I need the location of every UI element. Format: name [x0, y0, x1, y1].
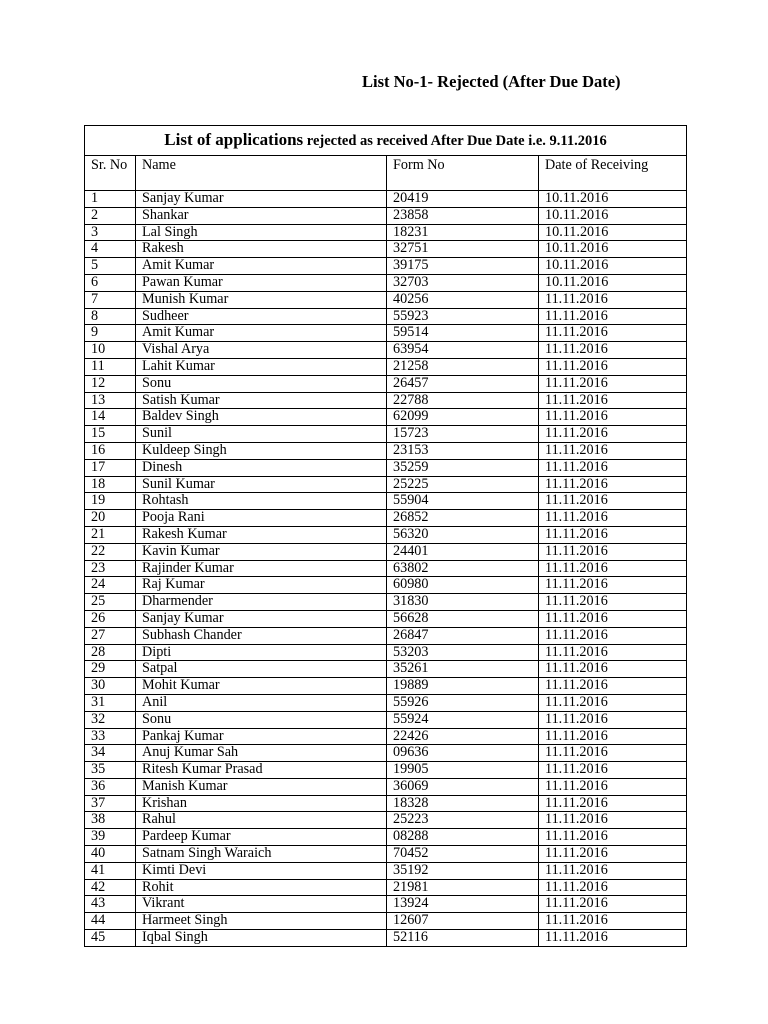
cell-form-no: 19889 [387, 678, 539, 695]
cell-name: Dinesh [136, 459, 387, 476]
table-row [85, 745, 687, 762]
cell-sr-no: 20 [85, 510, 136, 527]
cell-name: Ritesh Kumar Prasad [136, 762, 387, 779]
cell-name: Vikrant [136, 896, 387, 913]
cell-form-no: 35259 [387, 459, 539, 476]
cell-sr-no: 30 [85, 678, 136, 695]
cell-name: Krishan [136, 795, 387, 812]
column-header-name: Name [136, 156, 387, 191]
cell-name: Anuj Kumar Sah [136, 745, 387, 762]
cell-sr-no: 12 [85, 375, 136, 392]
cell-sr-no: 15 [85, 426, 136, 443]
table-body [85, 191, 687, 947]
column-header-sr-no: Sr. No [85, 156, 136, 191]
cell-name: Vishal Arya [136, 342, 387, 359]
cell-form-no: 35261 [387, 661, 539, 678]
cell-date-of-receiving: 11.11.2016 [539, 426, 687, 443]
table-row [85, 678, 687, 695]
cell-name: Shankar [136, 207, 387, 224]
cell-date-of-receiving: 10.11.2016 [539, 258, 687, 275]
cell-name: Pawan Kumar [136, 274, 387, 291]
cell-sr-no: 14 [85, 409, 136, 426]
table-row [85, 510, 687, 527]
cell-sr-no: 18 [85, 476, 136, 493]
cell-name: Sonu [136, 375, 387, 392]
cell-form-no: 31830 [387, 594, 539, 611]
cell-date-of-receiving: 11.11.2016 [539, 308, 687, 325]
table-row [85, 392, 687, 409]
cell-sr-no: 44 [85, 913, 136, 930]
cell-form-no: 26847 [387, 627, 539, 644]
cell-form-no: 62099 [387, 409, 539, 426]
cell-form-no: 19905 [387, 762, 539, 779]
table-row [85, 442, 687, 459]
cell-date-of-receiving: 11.11.2016 [539, 560, 687, 577]
cell-sr-no: 9 [85, 325, 136, 342]
header-row [85, 156, 687, 191]
cell-date-of-receiving: 11.11.2016 [539, 711, 687, 728]
cell-name: Kuldeep Singh [136, 442, 387, 459]
cell-sr-no: 41 [85, 862, 136, 879]
cell-date-of-receiving: 11.11.2016 [539, 358, 687, 375]
cell-date-of-receiving: 11.11.2016 [539, 728, 687, 745]
table-row [85, 560, 687, 577]
cell-sr-no: 37 [85, 795, 136, 812]
cell-sr-no: 16 [85, 442, 136, 459]
cell-date-of-receiving: 10.11.2016 [539, 224, 687, 241]
cell-name: Rajinder Kumar [136, 560, 387, 577]
table-row [85, 207, 687, 224]
cell-name: Pooja Rani [136, 510, 387, 527]
table-row [85, 358, 687, 375]
cell-name: Kavin Kumar [136, 543, 387, 560]
cell-date-of-receiving: 11.11.2016 [539, 678, 687, 695]
cell-date-of-receiving: 10.11.2016 [539, 241, 687, 258]
cell-form-no: 25225 [387, 476, 539, 493]
cell-form-no: 12607 [387, 913, 539, 930]
page-title: List No-1- Rejected (After Due Date) [362, 72, 621, 91]
cell-form-no: 26852 [387, 510, 539, 527]
cell-sr-no: 27 [85, 627, 136, 644]
cell-form-no: 52116 [387, 930, 539, 947]
column-header-date-of-receiving: Date of Receiving [539, 156, 687, 191]
table-row [85, 795, 687, 812]
table-row [85, 543, 687, 560]
cell-form-no: 53203 [387, 644, 539, 661]
cell-name: Raj Kumar [136, 577, 387, 594]
cell-date-of-receiving: 11.11.2016 [539, 879, 687, 896]
cell-sr-no: 11 [85, 358, 136, 375]
cell-form-no: 26457 [387, 375, 539, 392]
cell-name: Rakesh [136, 241, 387, 258]
cell-name: Sanjay Kumar [136, 610, 387, 627]
table-row [85, 913, 687, 930]
cell-sr-no: 36 [85, 778, 136, 795]
cell-name: Pankaj Kumar [136, 728, 387, 745]
table-caption-lead: List of applications [164, 130, 304, 149]
cell-date-of-receiving: 11.11.2016 [539, 375, 687, 392]
cell-form-no: 63954 [387, 342, 539, 359]
cell-sr-no: 28 [85, 644, 136, 661]
cell-sr-no: 2 [85, 207, 136, 224]
cell-date-of-receiving: 11.11.2016 [539, 526, 687, 543]
cell-form-no: 40256 [387, 291, 539, 308]
cell-date-of-receiving: 11.11.2016 [539, 476, 687, 493]
cell-form-no: 39175 [387, 258, 539, 275]
cell-form-no: 13924 [387, 896, 539, 913]
cell-form-no: 36069 [387, 778, 539, 795]
cell-form-no: 56628 [387, 610, 539, 627]
cell-name: Rohit [136, 879, 387, 896]
table-row [85, 829, 687, 846]
cell-name: Munish Kumar [136, 291, 387, 308]
table-row [85, 476, 687, 493]
cell-sr-no: 39 [85, 829, 136, 846]
table-row [85, 661, 687, 678]
cell-form-no: 55904 [387, 493, 539, 510]
cell-sr-no: 31 [85, 694, 136, 711]
cell-sr-no: 3 [85, 224, 136, 241]
cell-sr-no: 23 [85, 560, 136, 577]
cell-name: Sunil [136, 426, 387, 443]
cell-name: Amit Kumar [136, 258, 387, 275]
cell-date-of-receiving: 11.11.2016 [539, 342, 687, 359]
cell-date-of-receiving: 11.11.2016 [539, 442, 687, 459]
cell-date-of-receiving: 11.11.2016 [539, 610, 687, 627]
cell-date-of-receiving: 11.11.2016 [539, 930, 687, 947]
cell-sr-no: 42 [85, 879, 136, 896]
cell-form-no: 23858 [387, 207, 539, 224]
rejected-applications-table [84, 125, 687, 947]
cell-date-of-receiving: 11.11.2016 [539, 795, 687, 812]
cell-date-of-receiving: 11.11.2016 [539, 846, 687, 863]
cell-date-of-receiving: 10.11.2016 [539, 207, 687, 224]
cell-name: Kimti Devi [136, 862, 387, 879]
cell-name: Sanjay Kumar [136, 191, 387, 208]
cell-form-no: 20419 [387, 191, 539, 208]
cell-form-no: 18231 [387, 224, 539, 241]
cell-date-of-receiving: 11.11.2016 [539, 913, 687, 930]
table-row [85, 594, 687, 611]
cell-form-no: 18328 [387, 795, 539, 812]
table-row [85, 627, 687, 644]
cell-sr-no: 8 [85, 308, 136, 325]
cell-name: Rohtash [136, 493, 387, 510]
cell-sr-no: 5 [85, 258, 136, 275]
table-row [85, 711, 687, 728]
cell-name: Lal Singh [136, 224, 387, 241]
table-row [85, 224, 687, 241]
cell-sr-no: 25 [85, 594, 136, 611]
cell-date-of-receiving: 11.11.2016 [539, 291, 687, 308]
cell-date-of-receiving: 11.11.2016 [539, 896, 687, 913]
cell-name: Satpal [136, 661, 387, 678]
cell-date-of-receiving: 11.11.2016 [539, 745, 687, 762]
cell-form-no: 21981 [387, 879, 539, 896]
cell-form-no: 22426 [387, 728, 539, 745]
cell-sr-no: 38 [85, 812, 136, 829]
cell-sr-no: 24 [85, 577, 136, 594]
cell-sr-no: 1 [85, 191, 136, 208]
table-row [85, 896, 687, 913]
cell-name: Iqbal Singh [136, 930, 387, 947]
table-row [85, 375, 687, 392]
table-row [85, 778, 687, 795]
cell-date-of-receiving: 11.11.2016 [539, 862, 687, 879]
cell-form-no: 15723 [387, 426, 539, 443]
cell-date-of-receiving: 11.11.2016 [539, 762, 687, 779]
table-row [85, 459, 687, 476]
cell-name: Lahit Kumar [136, 358, 387, 375]
cell-name: Subhash Chander [136, 627, 387, 644]
caption-row [85, 126, 687, 156]
cell-name: Satnam Singh Waraich [136, 846, 387, 863]
cell-form-no: 59514 [387, 325, 539, 342]
cell-date-of-receiving: 11.11.2016 [539, 661, 687, 678]
cell-form-no: 25223 [387, 812, 539, 829]
table-caption [85, 126, 687, 156]
cell-date-of-receiving: 11.11.2016 [539, 510, 687, 527]
table-row [85, 862, 687, 879]
cell-name: Satish Kumar [136, 392, 387, 409]
cell-sr-no: 19 [85, 493, 136, 510]
cell-name: Rakesh Kumar [136, 526, 387, 543]
cell-date-of-receiving: 10.11.2016 [539, 274, 687, 291]
cell-date-of-receiving: 11.11.2016 [539, 812, 687, 829]
table-row [85, 342, 687, 359]
table-row [85, 274, 687, 291]
cell-form-no: 63802 [387, 560, 539, 577]
cell-sr-no: 10 [85, 342, 136, 359]
cell-date-of-receiving: 11.11.2016 [539, 409, 687, 426]
cell-name: Amit Kumar [136, 325, 387, 342]
cell-name: Baldev Singh [136, 409, 387, 426]
table-row [85, 610, 687, 627]
cell-form-no: 09636 [387, 745, 539, 762]
cell-sr-no: 6 [85, 274, 136, 291]
table-row [85, 577, 687, 594]
table-row [85, 493, 687, 510]
table-row [85, 644, 687, 661]
cell-date-of-receiving: 10.11.2016 [539, 191, 687, 208]
cell-date-of-receiving: 11.11.2016 [539, 577, 687, 594]
cell-form-no: 35192 [387, 862, 539, 879]
cell-form-no: 32703 [387, 274, 539, 291]
cell-form-no: 21258 [387, 358, 539, 375]
table-row [85, 526, 687, 543]
cell-date-of-receiving: 11.11.2016 [539, 543, 687, 560]
cell-date-of-receiving: 11.11.2016 [539, 644, 687, 661]
cell-name: Harmeet Singh [136, 913, 387, 930]
table-row [85, 325, 687, 342]
cell-date-of-receiving: 11.11.2016 [539, 594, 687, 611]
cell-sr-no: 33 [85, 728, 136, 745]
table-row [85, 308, 687, 325]
column-header-form-no: Form No [387, 156, 539, 191]
cell-sr-no: 34 [85, 745, 136, 762]
cell-name: Pardeep Kumar [136, 829, 387, 846]
cell-form-no: 24401 [387, 543, 539, 560]
cell-date-of-receiving: 11.11.2016 [539, 325, 687, 342]
cell-form-no: 22788 [387, 392, 539, 409]
cell-name: Dharmender [136, 594, 387, 611]
cell-sr-no: 7 [85, 291, 136, 308]
cell-sr-no: 29 [85, 661, 136, 678]
table-row [85, 930, 687, 947]
cell-name: Anil [136, 694, 387, 711]
cell-sr-no: 22 [85, 543, 136, 560]
table-row [85, 191, 687, 208]
cell-sr-no: 17 [85, 459, 136, 476]
cell-sr-no: 43 [85, 896, 136, 913]
cell-date-of-receiving: 11.11.2016 [539, 459, 687, 476]
cell-name: Mohit Kumar [136, 678, 387, 695]
cell-date-of-receiving: 11.11.2016 [539, 627, 687, 644]
cell-form-no: 23153 [387, 442, 539, 459]
cell-form-no: 55924 [387, 711, 539, 728]
cell-name: Sunil Kumar [136, 476, 387, 493]
cell-sr-no: 45 [85, 930, 136, 947]
cell-form-no: 70452 [387, 846, 539, 863]
table-row [85, 258, 687, 275]
cell-date-of-receiving: 11.11.2016 [539, 493, 687, 510]
cell-sr-no: 40 [85, 846, 136, 863]
cell-sr-no: 21 [85, 526, 136, 543]
cell-form-no: 60980 [387, 577, 539, 594]
cell-name: Sudheer [136, 308, 387, 325]
cell-date-of-receiving: 11.11.2016 [539, 778, 687, 795]
cell-date-of-receiving: 11.11.2016 [539, 392, 687, 409]
cell-form-no: 08288 [387, 829, 539, 846]
cell-form-no: 32751 [387, 241, 539, 258]
table-row [85, 728, 687, 745]
cell-date-of-receiving: 11.11.2016 [539, 829, 687, 846]
table-row [85, 291, 687, 308]
cell-sr-no: 4 [85, 241, 136, 258]
cell-sr-no: 35 [85, 762, 136, 779]
table-row [85, 762, 687, 779]
cell-name: Dipti [136, 644, 387, 661]
cell-sr-no: 13 [85, 392, 136, 409]
table-row [85, 409, 687, 426]
table-row [85, 846, 687, 863]
cell-name: Manish Kumar [136, 778, 387, 795]
cell-sr-no: 32 [85, 711, 136, 728]
table-row [85, 879, 687, 896]
table-row [85, 426, 687, 443]
table-row [85, 694, 687, 711]
cell-form-no: 55923 [387, 308, 539, 325]
cell-sr-no: 26 [85, 610, 136, 627]
cell-form-no: 56320 [387, 526, 539, 543]
cell-form-no: 55926 [387, 694, 539, 711]
cell-name: Sonu [136, 711, 387, 728]
cell-date-of-receiving: 11.11.2016 [539, 694, 687, 711]
cell-name: Rahul [136, 812, 387, 829]
table-row [85, 241, 687, 258]
table-caption-rest: rejected as received After Due Date i.e. 9.11.2016 [303, 133, 607, 149]
table-row [85, 812, 687, 829]
